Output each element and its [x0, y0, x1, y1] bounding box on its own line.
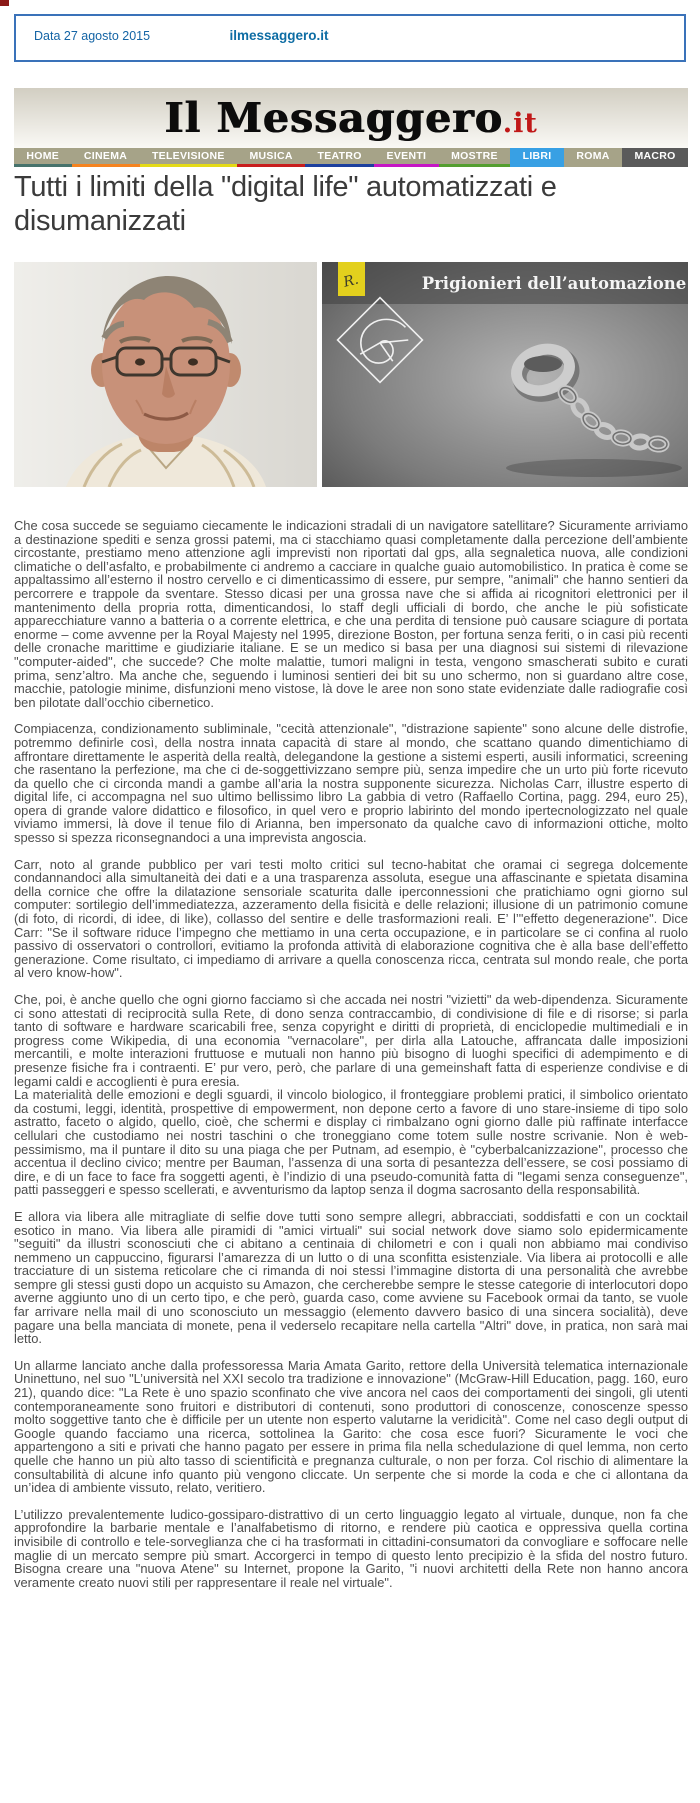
book-title: Prigionieri dell’automazione	[421, 274, 687, 293]
nav-item-home[interactable]: HOME	[14, 148, 72, 167]
article-images	[14, 262, 688, 487]
paragraph-3: Carr, noto al grande pubblico per vari testi molto critici sul tecno-habitat che oramai ci segrega dolcemente condannandoci alla simultaneità dei dati e a una trasparenza assoluta, esegue una affascinante e spietata disamina della cornice che offre la dilatazione sensoriale scaturita dalle iperconnessioni che pratichiamo ogni giorno sul computer: sortilegio dell’immediatezza, azzeramento della fisicità e delle relazioni; illusione di un patrimonio comune (di foto, di ricordi, di idee, di like), collasso del sentire e delle trasformazioni reali. E’ l’"effetto degenerazione". Dice Carr: "Se il software riduce l’impegno che mettiamo in una certa occupazione, e in particolare se ci confina al ruolo passivo di osservatori o controllori, evitiamo la profonda attività di elaborazione cognitiva che è alla base dell’effetto generazione. Come risultato, ci impediamo di arrivare a quella conoscenza ricca, centrata sul mondo reale, che porta al vero know-how".	[14, 856, 688, 981]
site-name-link[interactable]: ilmessaggero.it	[229, 28, 329, 43]
clipping-header	[14, 14, 686, 62]
nav-item-mostre[interactable]: MOSTRE	[439, 148, 511, 167]
paragraph-7: L’utilizzo prevalentemente ludico-gossiparo-distrattivo di un certo linguaggio legato al virtuale, dunque, non fa che approfondire la barbarie mentale e l’analfabetismo di ritorno, e rendere più caotica e oppressiva quella cortina invisibile di controllo e tele-sorveglianza che ci ha trasformati in cittadini-consumatori da convogliare e soffocare nelle maglie di un mercato sempre più smart. Accorgerci in tempo di questo lento precipizio è la sfida del nostro futuro. Bisogna creare una "nuova Atene" su Internet, propone la Garito, "i nuovi architetti della Rete non hanno ancora veramente creato nuovi stili per rappresentare il reale nel virtuale".	[14, 1506, 688, 1590]
paragraph-2: Compiacenza, condizionamento subliminale, "cecità attenzionale", "distrazione sapiente" sono alcune delle distrofie, potremmo definirle così, della nostra innata capacità di stare al mondo, che scattano quando dimentichiamo di affrontare direttamente le asperità della realtà, delegandone la gestione a sistemi esperti, ausili informatici, screening che rasentano la perfezione, ma che ci de-soggettivizzano sempre più, senza impedire che un urto più forte ricevuto da quello che ci circonda mandi a gambe all’aria la nostra supponente sicurezza. Nicholas Carr, illustre esperto di digital life, ci accompagna nel suo ultimo bellissimo libro La gabbia di vetro (Raffaello Cortina, pagg. 294, euro 25), opera di grande valore didattico e filosofico, in quel vero e proprio labirinto del mondo ipertecnologizzato nel quale viviamo immersi, là dove il tenue filo di Arianna, ben impersonato da qualche cavo di informazioni ottiche, molto spesso si spezza riconsegnandoci a una imprevista angoscia.	[14, 721, 688, 846]
article-title: Tutti i limiti della "digital life" automatizzati e disumanizzati	[14, 171, 557, 237]
author-photo	[14, 262, 317, 487]
scan-artifact	[0, 0, 9, 6]
nav-item-macro[interactable]: MACRO	[622, 148, 688, 167]
nav-item-musica[interactable]: MUSICA	[237, 148, 305, 167]
nav-item-libri-active[interactable]: LIBRI	[510, 148, 564, 167]
paragraph-1: Che cosa succede se seguiamo ciecamente le indicazioni stradali di un navigatore satellitare? Sicuramente arriviamo a destinazione spediti e senza grossi patemi, ma ci stacchiamo quasi completamente dalla percezione dell’ambiente circostante, prestiamo meno attenzione agli imprevisti non riportati dal gps, alla segnaletica nuova, alle condizioni climatiche o dell’asfalto, e probabilmente ci andremo a cacciare in qualche guaio automobilistico. In pratica è come se appaltassimo all’esterno il nostro cervello e ci dimenticassimo di essere, pur sempre, "animali" che hanno sentieri da percorrere e trappole da sventare. Stesso dicasi per una grossa nave che si affida ai ricognitori elettronici per il mantenimento della propria rotta, dimenticandosi, lo staff degli ufficiali di bordo, che anche le più sofisticate apparecchiature vanno a batteria o a corrente elettrica, e che una perdita di tensione può causare sciagure di portata enorme – come avvenne per la Royal Majesty nel 1995, direzione Boston, per fortuna senza feriti, o in casi più recenti delle cronache marittime e giudiziarie italiane. E se un medico si basa per una diagnosi sui sistemi di rilevazione "computer-aided", che succede? Che molte malattie, tumori maligni in testa, vengono smascherati subito e curati prima, senz’altro. Ma anche che, seguendo i luminosi sentieri dei bit su uno schermo, non si guardano altre cose, macchie, patologie minime, disfunzioni meno vistose, là dove le aree non sono state evidenziate dalle radiografie così ben pilotate dall’occhio cibernetico.	[14, 518, 688, 710]
nav-item-teatro[interactable]: TEATRO	[305, 148, 374, 167]
book-cover	[322, 262, 688, 487]
paragraph-4: Che, poi, è anche quello che ogni giorno facciamo sì che accada nei nostri "vizietti" da web-dipendenza. Sicuramente ci sono attestati di reciprocità sulla Rete, di dono senza contraccambio, di condivisione di file e di risorse; si parla tanto di software e hardware scaricabili free, senza copyright e diritti di proprietà, di enciclopedie multimediali e in progress come Wikipedia, di una economia "vernacolare", per dirla alla Latouche, affrancata dalle imposizioni mercantili, e molte interazioni fruttuose e mutuali non hanno più bisogno di luoghi specifici di adempimento e di presenze fisiche fra i contraenti. E’ pur vero, però, che parlare di una gemeinshaft fatta di esperienze condivise e di legami caldi e accoglienti è pura eresia.	[14, 992, 688, 1089]
il-messaggero-logo[interactable]	[164, 93, 538, 142]
publisher-badge-letter: R.	[341, 271, 361, 291]
article-body	[14, 519, 688, 1602]
eye-left	[135, 358, 145, 365]
logo-it-suffix: .it	[502, 107, 538, 139]
paragraph-4-continued: La materialità delle emozioni e degli sguardi, il vincolo biologico, il fronteggiare problemi pratici, il simbolico orientato da costumi, leggi, identità, prospettive di empowerment, non depone certo a favore di uno stare-insieme di tipo solo astratto, faceto o algido, quello, cioè, che schermi e display ci rimbalzano ogni giorno dalle più raffinate interfacce cellulari che custodiamo nei nostri taschini o che troneggiano come totem sulle nostre scrivanie. Non è web-pessimismo, ma il puntare il dito su una piaga che per Putnam, ad esempio, è "cyberbalcanizzazione", processo che accentua il declino civico; mentre per Bauman, l’assenza di una sorta di pesantezza dell’essere, se così possiamo di dire, e di un face to face fra soggetti agenti, è l’indizio di una pseudo-comunità fatta di "legami senza conseguenze", patti passeggeri e spesso scellerati, e avventurismo da laptop senza il dogma sacrosanto della responsabilità.	[14, 1087, 688, 1198]
logo-text: Il Messaggero	[164, 93, 503, 142]
masthead	[14, 88, 688, 148]
paragraph-5: E allora via libera alle mitragliate di selfie dove tutti sono sempre allegri, abbracciati, soddisfatti e con un cocktail esotico in mano. Via libera alle piramidi di "amici virtuali" sui social network dove siamo solo epidermicamente "seguiti" da illustri sconosciuti che ci abitano a centinaia di chilometri e con i quali non abbiamo mai condiviso nemmeno un cappuccino, figurarsi l’amarezza di un lutto o di una sconfitta esistenziale. Via libera ai protocolli e alle tracciature di un sistema reticolare che ci rimanda di noi stessi l’immagine distorta di una personalità che avrebbe sempre gli stessi gusti dopo un acquisto su Amazon, che cercherebbe sempre le stesse categorie di interlocutori dopo averne aggiunto uno di un certo tipo, e che però, guarda caso, come avviene su Facebook ormai da tanto, se vuole far arrivare nella mail di uno sconosciuto un messaggio (elemento davvero basico di una sincera socialità), deve pagare una bella manciata di monete, pena il vederselo recapitare nella cartella "Altri" dove, in pratica, non sarà mai letto.	[14, 1208, 688, 1347]
nav-item-roma[interactable]: ROMA	[576, 150, 610, 162]
paragraph-6: Un allarme lanciato anche dalla professoressa Maria Amata Garito, rettore della Università telematica internazionale Uninettuno, nel suo "L’università nel XXI secolo tra tradizione e innovazione" (McGraw-Hill Education, pagg. 160, euro 21), quando dice: "La Rete è uno spazio sconfinato che vive ancora nel caos dei comportamenti dei singoli, gli utenti contemporaneamente sono fruitori e distributori di contenuti, sono produttori di conoscenze, conoscenze spesso molto soggettive tanto che è difficile per un utente non esperto valutarne la veridicità". Come nel caso degli output di Google quando facciamo una ricerca, sottolinea la Garito: che cosa esce fuori? Sicuramente le voci che appartengono a siti e privati che hanno pagato per essere in prima fila nella schedulazione di quel lemma, non certo quelle che hanno un più alto tasso di scientificità e pregnanza culturale, o non per forza. Col rischio di alimentare la consultabilità di alcune info quanto più vengono cliccate. Un serpente che si morde la coda e che ci allontana da un’idea di ambiente vissuto, relato, veritiero.	[14, 1357, 688, 1496]
eye-right	[188, 358, 198, 365]
nav-item-televisione[interactable]: TELEVISIONE	[140, 148, 238, 167]
nav-item-eventi[interactable]: EVENTI	[374, 148, 439, 167]
main-nav	[14, 148, 688, 167]
nav-item-cinema[interactable]: CINEMA	[72, 148, 140, 167]
clipping-date: Data 27 agosto 2015	[34, 29, 151, 43]
